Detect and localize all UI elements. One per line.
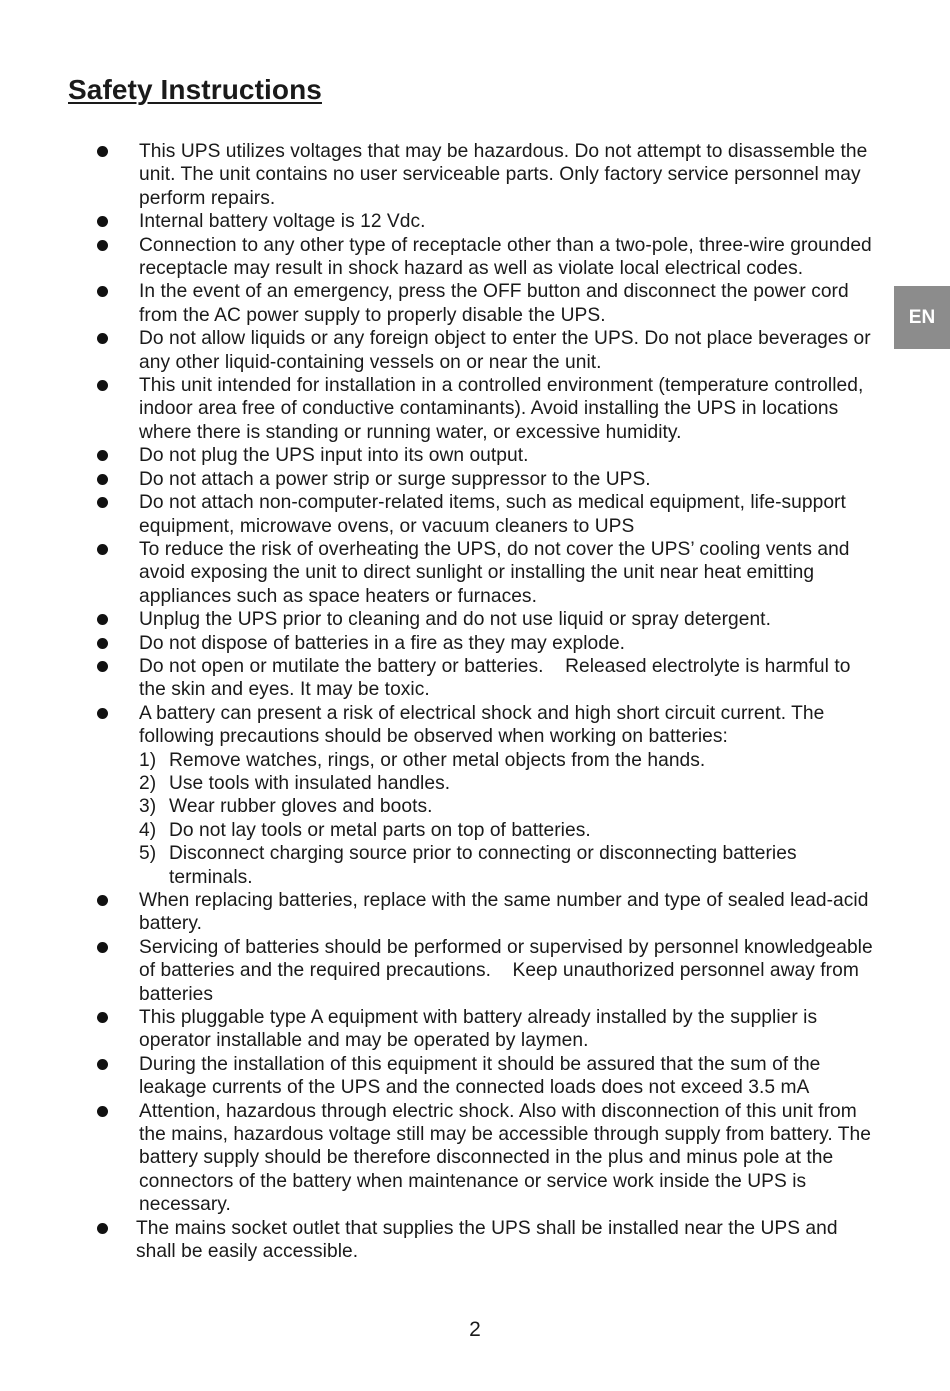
precaution-item bbox=[139, 772, 849, 795]
bullet-icon bbox=[97, 216, 108, 227]
list-item-text: Do not attach a power strip or surge suppressor to the UPS. bbox=[139, 468, 651, 490]
bullet-icon bbox=[97, 333, 108, 344]
list-item bbox=[0, 280, 879, 327]
list-item-text: Attention, hazardous through electric shock. Also with disconnection of this unit from the mains, hazardous voltage still may be accessible through supply from battery. The battery supply should be therefore disconnected in the plus and minus pole at the connectors of the battery when maintenance or service work inside the UPS is necessary. bbox=[139, 1100, 871, 1216]
list-item-text: During the installation of this equipment it should be assured that the sum of the leakage currents of the UPS and the connected loads does not exceed 3.5 mA bbox=[139, 1053, 821, 1099]
list-item-text: Do not attach non-computer-related items, such as medical equipment, life-support equipment, microwave ovens, or vacuum cleaners to UPS bbox=[139, 492, 846, 537]
precaution-item bbox=[139, 842, 849, 889]
bullet-icon bbox=[97, 638, 108, 649]
precaution-item bbox=[139, 819, 849, 842]
list-item bbox=[0, 1100, 879, 1217]
precaution-number: 4) bbox=[139, 819, 157, 841]
page-number: 2 bbox=[469, 1318, 481, 1341]
bullet-icon bbox=[97, 661, 108, 672]
list-item bbox=[0, 468, 879, 491]
list-item bbox=[0, 140, 879, 210]
bullet-icon bbox=[97, 942, 108, 953]
list-item bbox=[0, 702, 879, 889]
list-item-text: A battery can present a risk of electrical shock and high short circuit current. The following precautions should be observed when working on batteries: bbox=[139, 702, 825, 748]
list-item-text: Do not allow liquids or any foreign object to enter the UPS. Do not place beverages or any other liquid-containing vessels on or near the unit. bbox=[139, 328, 871, 373]
language-tab: EN bbox=[894, 286, 950, 349]
bullet-icon bbox=[97, 1106, 108, 1117]
list-item-text: When replacing batteries, replace with the same number and type of sealed lead-acid battery. bbox=[139, 890, 869, 935]
safety-list bbox=[0, 140, 950, 1264]
list-item bbox=[0, 655, 879, 702]
list-item-text: The mains socket outlet that supplies the UPS shall be installed near the UPS and shall be easily accessible. bbox=[136, 1217, 838, 1263]
bullet-icon bbox=[97, 895, 108, 906]
list-item bbox=[0, 327, 879, 374]
list-item bbox=[0, 234, 879, 281]
list-item-text: Do not dispose of batteries in a fire as they may explode. bbox=[139, 632, 626, 654]
list-item bbox=[0, 1006, 879, 1053]
bullet-icon bbox=[97, 708, 108, 719]
precaution-item bbox=[139, 795, 849, 818]
list-item bbox=[0, 889, 879, 936]
list-item bbox=[0, 632, 879, 655]
list-item bbox=[0, 1053, 879, 1100]
bullet-icon bbox=[97, 146, 108, 157]
list-item bbox=[0, 210, 879, 233]
list-item-text: Servicing of batteries should be performed or supervised by personnel knowledgeable of batteries and the required precautions. Keep unauthorized personnel away from batteries bbox=[139, 936, 879, 1005]
list-item-text: Do not plug the UPS input into its own output. bbox=[139, 445, 529, 467]
bullet-icon bbox=[97, 497, 108, 508]
bullet-icon bbox=[97, 614, 108, 625]
bullet-icon bbox=[97, 1223, 108, 1234]
list-item-text: This pluggable type A equipment with battery already installed by the supplier is operator installable and may be operated by laymen. bbox=[139, 1007, 818, 1052]
bullet-icon bbox=[97, 240, 108, 251]
precaution-text: Disconnect charging source prior to connecting or disconnecting batteries terminals. bbox=[169, 843, 797, 888]
list-item-text: Connection to any other type of receptacle other than a two-pole, three-wire grounded receptacle may result in shock hazard as well as violate local electrical codes. bbox=[139, 234, 872, 280]
list-item-text: In the event of an emergency, press the OFF button and disconnect the power cord from the AC power supply to properly disable the UPS. bbox=[139, 281, 849, 326]
precaution-text: Remove watches, rings, or other metal objects from the hands. bbox=[169, 749, 706, 771]
list-item bbox=[0, 444, 879, 467]
list-item-text: Internal battery voltage is 12 Vdc. bbox=[139, 211, 426, 233]
list-item bbox=[0, 538, 879, 608]
precaution-text: Wear rubber gloves and boots. bbox=[169, 796, 433, 818]
list-item-text: Unplug the UPS prior to cleaning and do not use liquid or spray detergent. bbox=[139, 609, 771, 631]
bullet-icon bbox=[97, 1012, 108, 1023]
bullet-icon bbox=[97, 544, 108, 555]
list-item bbox=[0, 374, 879, 444]
list-item bbox=[0, 491, 879, 538]
page-title: Safety Instructions bbox=[68, 74, 322, 105]
precaution-text: Use tools with insulated handles. bbox=[169, 772, 451, 794]
list-item bbox=[0, 608, 879, 631]
precaution-number: 1) bbox=[139, 749, 157, 771]
bullet-icon bbox=[97, 474, 108, 485]
battery-precautions-list bbox=[139, 749, 879, 889]
bullet-icon bbox=[97, 380, 108, 391]
bullet-icon bbox=[97, 286, 108, 297]
list-item-text: This UPS utilizes voltages that may be hazardous. Do not attempt to disassemble the unit. The unit contains no user serviceable parts. Only factory service personnel may perform repairs. bbox=[139, 141, 868, 209]
list-item-text: Do not open or mutilate the battery or batteries. Released electrolyte is harmful to the skin and eyes. It may be toxic. bbox=[139, 655, 856, 701]
precaution-number: 3) bbox=[139, 796, 157, 818]
precaution-number: 5) bbox=[139, 843, 157, 865]
precaution-item bbox=[139, 749, 849, 772]
list-item bbox=[0, 1217, 876, 1264]
list-item-text: To reduce the risk of overheating the UPS, do not cover the UPS’ cooling vents and avoid exposing the unit to direct sunlight or installing the unit near heat emitting appliances such as space heaters or furnaces. bbox=[139, 538, 850, 607]
precaution-text: Do not lay tools or metal parts on top of batteries. bbox=[169, 819, 591, 841]
bullet-icon bbox=[97, 450, 108, 461]
bullet-icon bbox=[97, 1059, 108, 1070]
list-item bbox=[0, 936, 879, 1006]
precaution-number: 2) bbox=[139, 772, 157, 794]
list-item-text: This unit intended for installation in a controlled environment (temperature controlled, indoor area free of conductive contaminants). Avoid installing the UPS in locations where there is standing or running water, or excessive humidity. bbox=[139, 375, 864, 443]
